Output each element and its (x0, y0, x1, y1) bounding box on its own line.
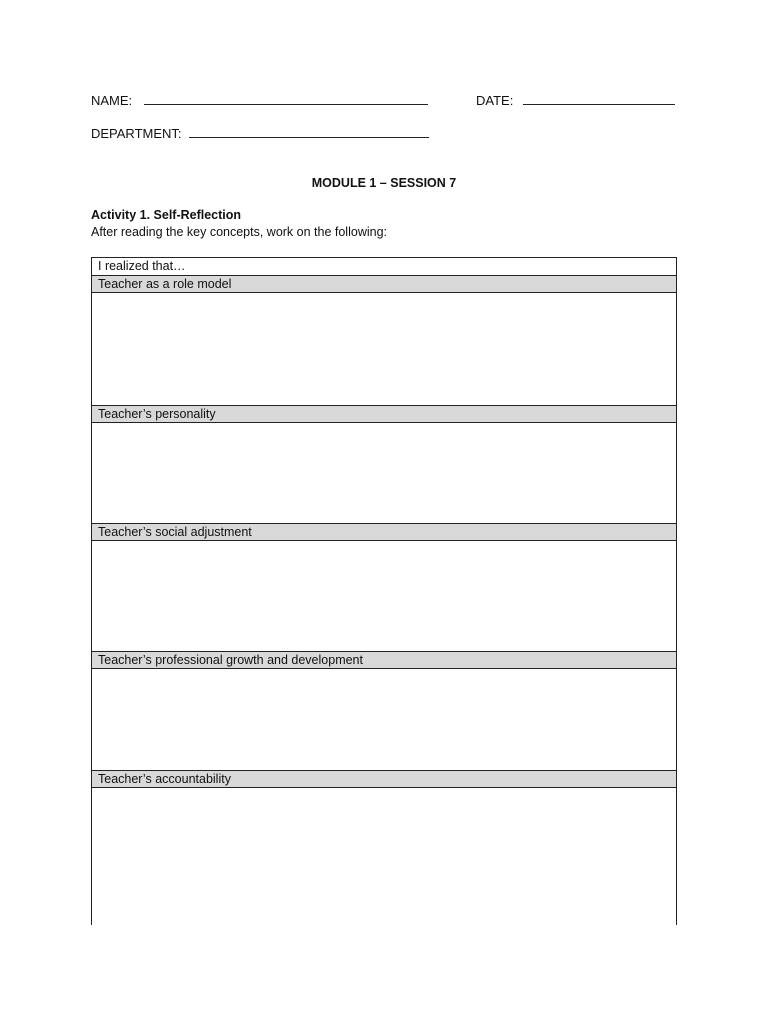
department-row (91, 126, 429, 141)
name-field[interactable] (144, 93, 428, 105)
department-field[interactable] (189, 126, 429, 138)
section-header-role-model: Teacher as a role model (92, 276, 676, 293)
table-intro: I realized that… (92, 258, 676, 276)
department-label: DEPARTMENT: (91, 126, 182, 141)
answer-box-personality[interactable] (92, 423, 676, 524)
section-header-professional-growth: Teacher’s professional growth and development (92, 652, 676, 669)
date-field[interactable] (523, 93, 675, 105)
date-label: DATE: (476, 93, 514, 108)
page-title: MODULE 1 – SESSION 7 (311, 176, 457, 190)
name-label: NAME: (91, 93, 133, 108)
reflection-table (91, 257, 677, 925)
answer-box-professional-growth[interactable] (92, 669, 676, 771)
answer-box-role-model[interactable] (92, 293, 676, 406)
activity-title: Activity 1. Self-Reflection (91, 208, 242, 222)
date-row (476, 93, 675, 108)
answer-box-social-adjustment[interactable] (92, 541, 676, 652)
section-header-accountability: Teacher’s accountability (92, 771, 676, 788)
answer-box-accountability[interactable] (92, 788, 676, 926)
name-row (91, 93, 428, 108)
section-header-social-adjustment: Teacher’s social adjustment (92, 524, 676, 541)
activity-instruction: After reading the key concepts, work on the following: (91, 225, 387, 239)
section-header-personality: Teacher’s personality (92, 406, 676, 423)
